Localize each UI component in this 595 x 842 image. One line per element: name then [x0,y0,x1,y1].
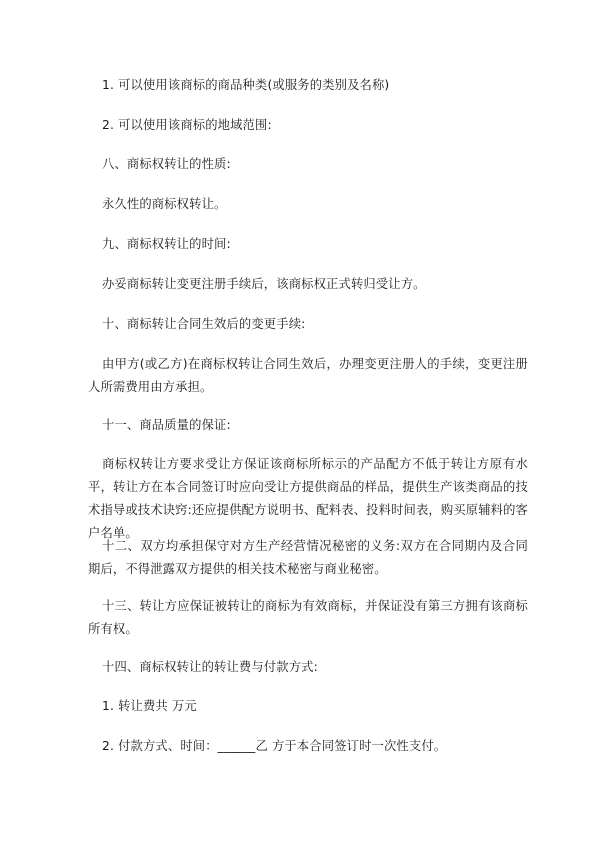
heading-quality-guarantee: 十一、商品质量的保证: [102,418,231,432]
paragraph-transfer-fee: 1. 转让费共 万元 [102,699,197,713]
paragraph-change-procedures: 由甲方(或乙方)在商标权转让合同生效后，办理变更注册人的手续，变更注册人所需费用由方承担。 [88,357,528,394]
paragraph-goods-category: 1. 可以使用该商标的商品种类(或服务的类别及名称) [102,78,390,92]
heading-fee-payment: 十四、商标权转让的转让费与付款方式: [102,660,318,674]
paragraph-transfer-time: 办妥商标转让变更注册手续后，该商标权正式转归受让方。 [102,277,426,291]
paragraph-region-scope: 2. 可以使用该商标的地域范围: [102,118,272,132]
paragraph-payment-method: 2. 付款方式、时间：______乙 方于本合同签订时一次性支付。 [102,739,447,753]
heading-transfer-time: 九、商标权转让的时间: [102,237,231,251]
heading-change-procedures: 十、商标转让合同生效后的变更手续: [102,317,306,331]
paragraph-quality-guarantee: 商标权转让方要求受让方保证该商标所标示的产品配方不低于转让方原有水平，转让方在本合同签订时应向受让方提供商品的样品，提供生产该类商品的技术指导或技术诀窍:还应提供配方说明书、配料表、投料时间表，购买原辅料的客户名单。 [88,457,528,540]
paragraph-confidentiality: 十二、双方均承担保守对方生产经营情况秘密的义务:双方在合同期内及合同期后，不得泄露双方提供的相关技术秘密与商业秘密。 [88,539,528,576]
heading-transfer-nature: 八、商标权转让的性质: [102,157,231,171]
paragraph-transfer-nature: 永久性的商标权转让。 [102,197,227,211]
paragraph-valid-trademark: 十三、转让方应保证被转让的商标为有效商标，并保证没有第三方拥有该商标所有权。 [88,599,528,636]
